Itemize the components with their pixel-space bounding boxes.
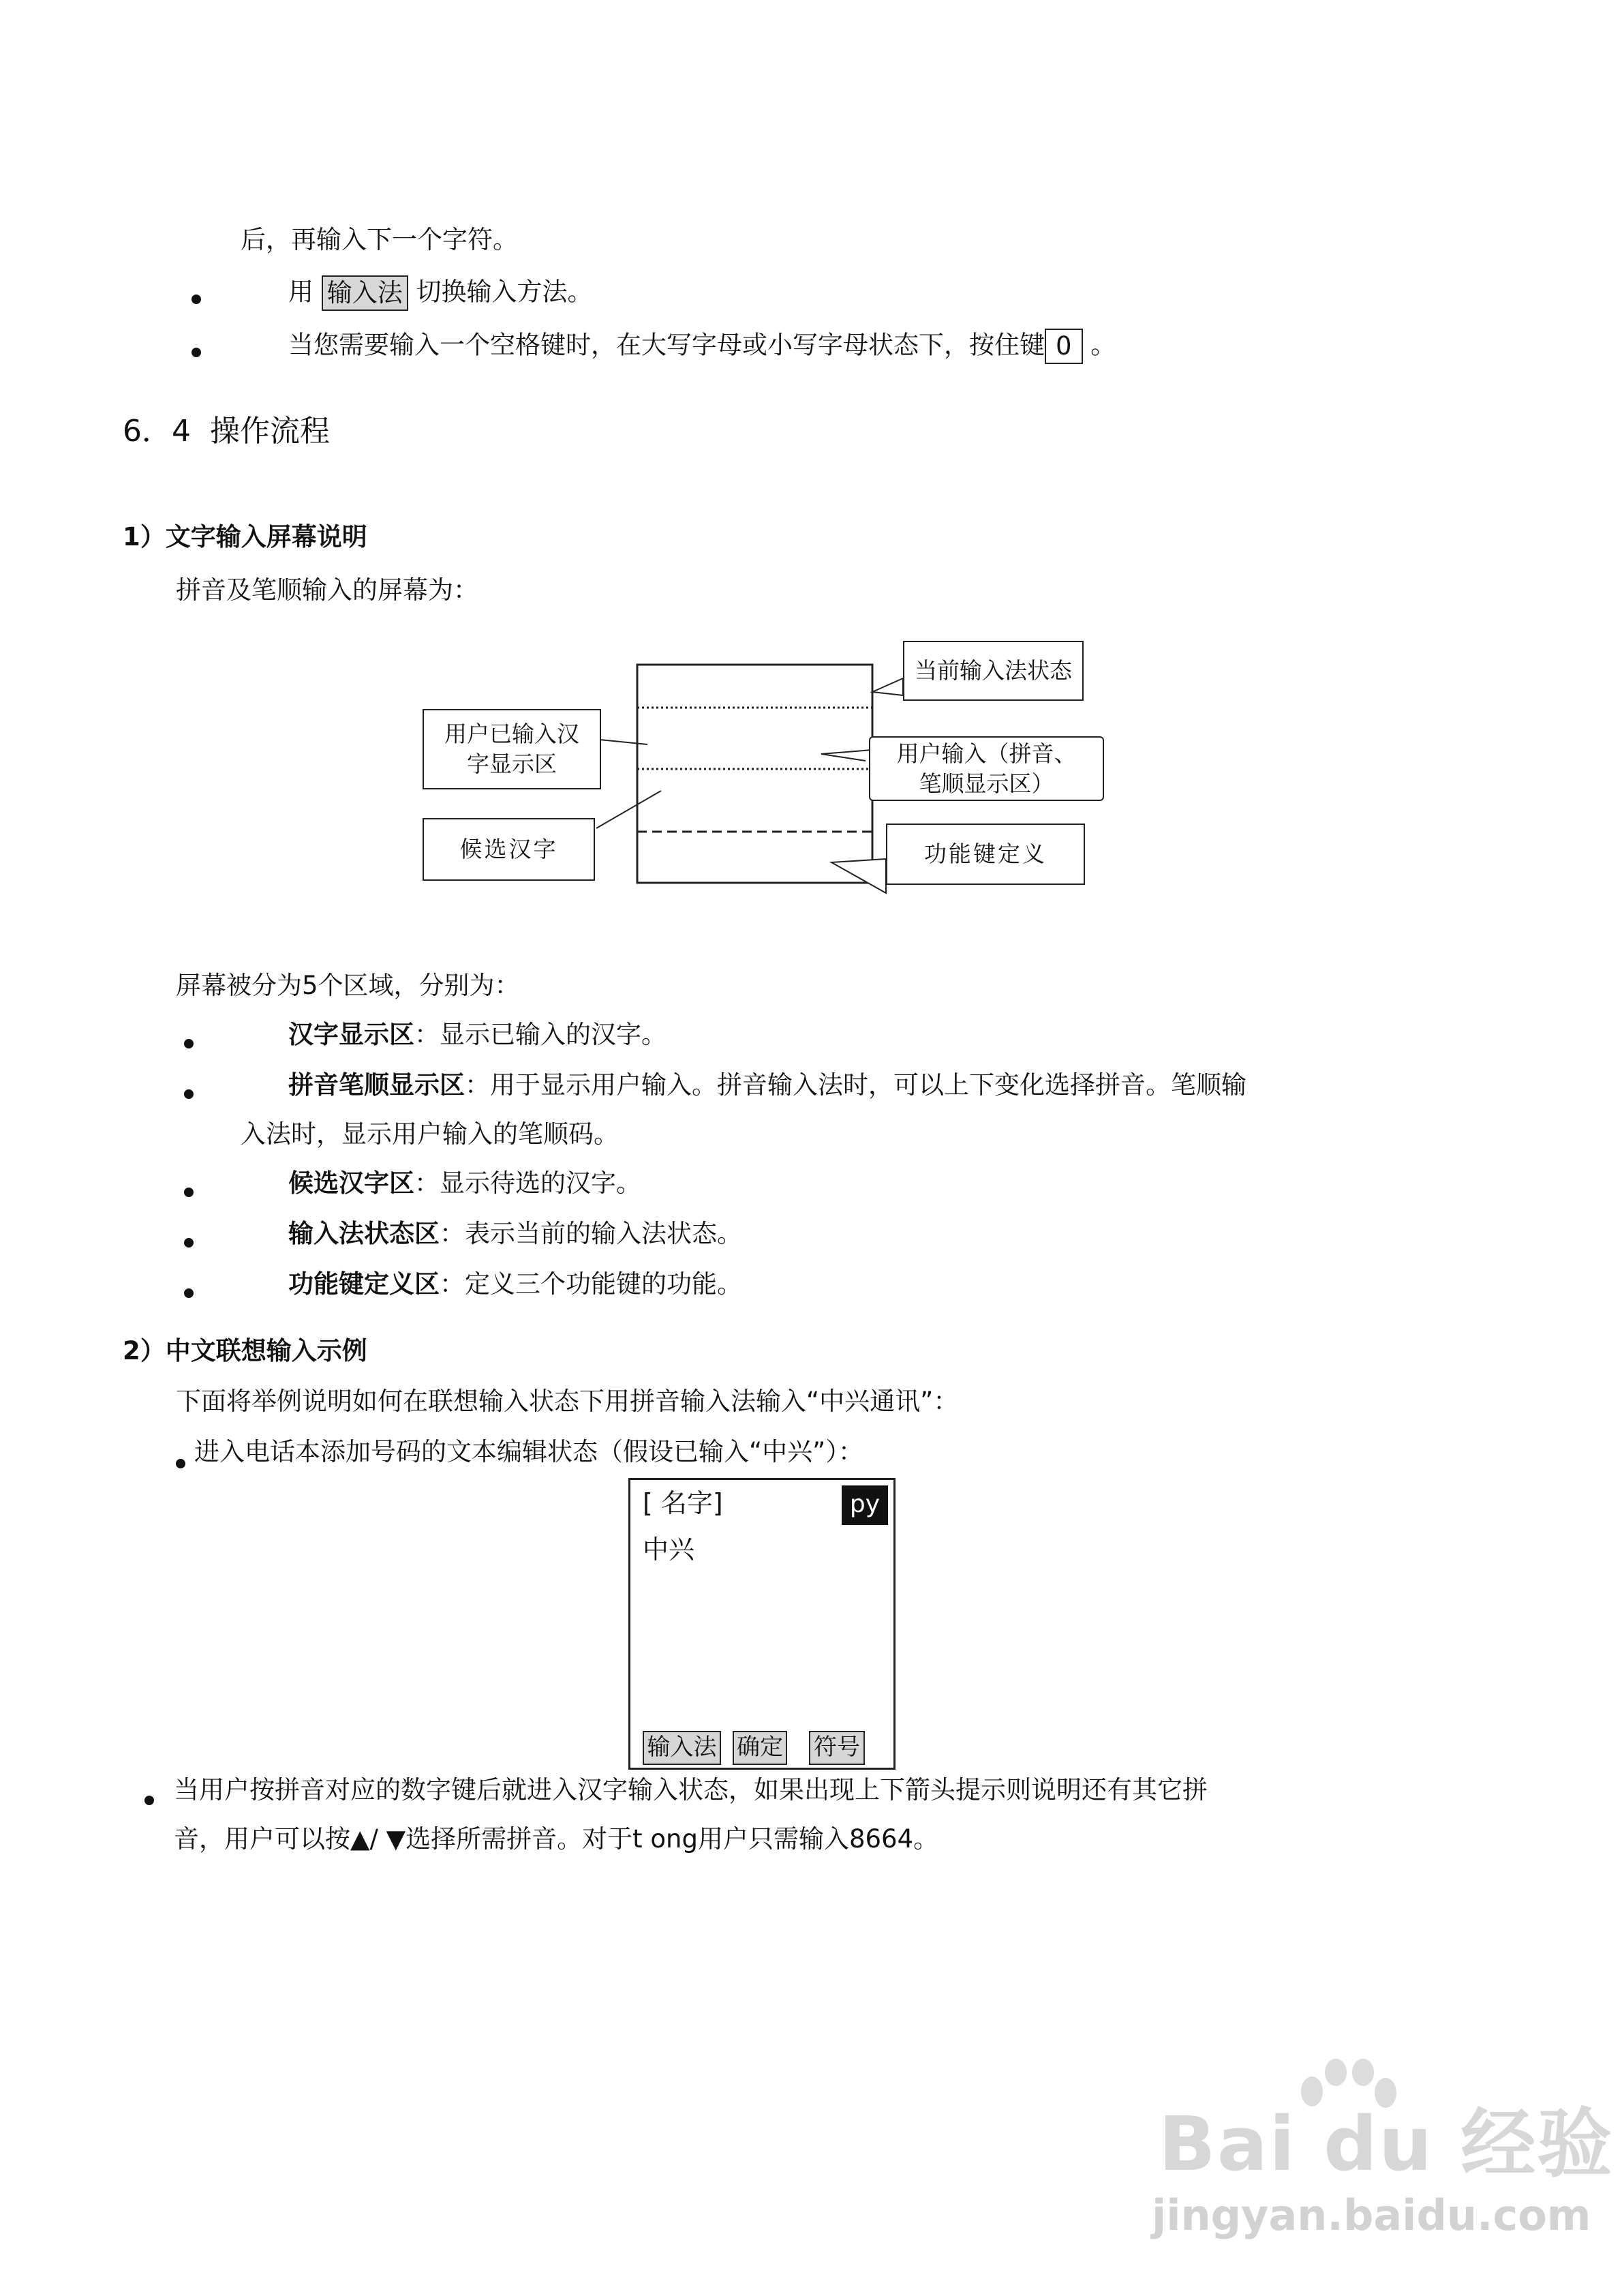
subsection-2-bullet-1: 进入电话本添加号码的文本编辑状态（假设已输入“中兴”）： [194,1437,863,1466]
subsection-1-intro: 拼音及笔顺输入的屏幕为： [176,575,478,605]
bullet-switch-input [288,275,593,311]
callout-line: 用户已输入汉 [444,721,579,747]
screen-outline [637,665,872,883]
callout-line: 用户输入（拼音、 [896,740,1077,767]
bullet-dot [184,1188,194,1197]
region-item [288,1070,1246,1100]
region-term: 输入法状态区 [288,1219,440,1248]
bullet-text: 当您需要输入一个空格键时，在大写字母或小写字母状态下，按住键 [288,330,1045,360]
bullet-dot [176,1459,185,1468]
softkey-symbol[interactable]: 符号 [809,1731,865,1765]
softkey-input-method[interactable]: 输入法 [643,1731,721,1765]
continuation-text: 后，再输入下一个字符。 [241,225,518,254]
region-desc: ：用于显示用户输入。拼音输入法时，可以上下变化选择拼音。笔顺输 [465,1070,1246,1100]
region-desc: ：表示当前的输入法状态。 [440,1219,742,1248]
input-method-key: 输入法 [322,275,408,311]
region-item [288,1219,742,1249]
section-heading [123,414,330,449]
region-term: 拼音笔顺显示区 [288,1070,465,1100]
region-term: 功能键定义区 [288,1269,440,1299]
watermark-url: jingyan.baidu.com [1152,2190,1591,2240]
region-term: 候选汉字区 [288,1168,414,1198]
region-desc: ：定义三个功能键的功能。 [440,1269,742,1299]
subsection-2-intro: 下面将举例说明如何在联想输入状态下用拼音输入法输入“中兴通讯”： [176,1387,959,1416]
bullet-dot [184,1238,194,1248]
regions-intro: 屏幕被分为5个区域，分别为： [176,971,520,1000]
bullet-dot [184,1089,194,1099]
subsection-2-title: 2）中文联想输入示例 [123,1336,367,1365]
callout-function-keys: 功能键定义 [886,824,1085,885]
callout-status: 当前输入法状态 [903,641,1084,701]
bullet-dot [192,348,201,357]
section-number: 6．4 [123,414,191,449]
bullet-text: 用 [288,277,322,307]
region-item [288,1269,742,1299]
entered-text: 中兴 [643,1535,695,1565]
phone-screen [628,1478,896,1770]
subsection-2-bullet-2-line-1: 当用户按拼音对应的数字键后就进入汉字输入状态，如果出现上下箭头提示则说明还有其它拼 [174,1775,1208,1804]
pointer-user-input [821,750,872,761]
callout-line: 笔顺显示区） [919,770,1054,797]
region-term: 汉字显示区 [288,1020,414,1049]
pointer-user-chars [600,740,647,744]
subsection-2-bullet-2-line-2: 音，用户可以按▲/ ▼选择所需拼音。对于t ong用户只需输入8664。 [174,1824,939,1854]
callout-candidates: 候选汉字 [423,818,595,881]
region-desc: ：显示已输入的汉字。 [414,1020,667,1049]
callout-line: 字显示区 [467,751,557,777]
pointer-function-keys [831,859,886,893]
watermark-logo: Bai du 经验 [1159,2100,1614,2188]
bullet-dot [192,294,201,304]
softkey-confirm[interactable]: 确定 [733,1731,787,1765]
pointer-status [872,678,903,695]
screen-header: [ 名字] [643,1488,723,1518]
input-mode-indicator: py [842,1485,888,1525]
region-item-continuation: 入法时，显示用户输入的笔顺码。 [241,1119,619,1149]
callout-user-input [869,736,1104,801]
bullet-dot [184,1288,194,1298]
section-title: 操作流程 [209,414,330,449]
region-desc: ：显示待选的汉字。 [414,1168,641,1198]
bullet-text: 切换输入方法。 [408,277,593,307]
bullet-space-key [288,329,1116,364]
bullet-dot [144,1796,154,1805]
bullet-text: 。 [1082,330,1116,360]
subsection-1-title: 1）文字输入屏幕说明 [123,522,367,552]
region-item [288,1168,641,1198]
region-item [288,1020,667,1050]
zero-key: 0 [1045,329,1083,364]
pointer-candidates [596,791,661,828]
callout-user-chars [423,709,601,789]
bullet-dot [184,1039,194,1048]
